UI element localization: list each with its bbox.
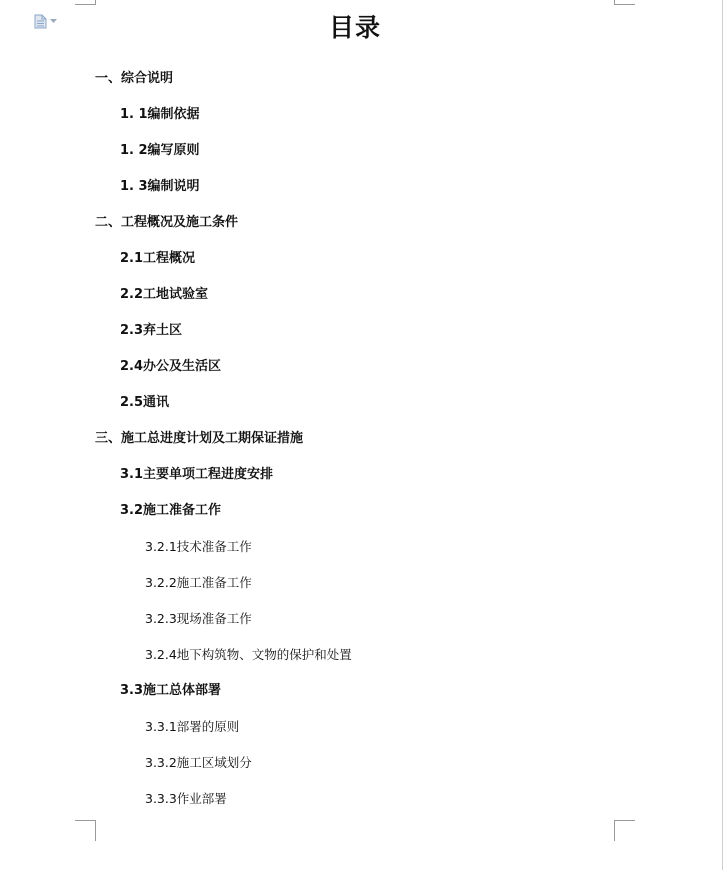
toc-entry-level-3[interactable]: 3.2.3现场准备工作 [145, 611, 252, 626]
toc-entry-level-2[interactable]: 2.3弃土区 [120, 323, 183, 338]
page-edge [722, 0, 723, 870]
crop-mark-top-right [614, 0, 635, 5]
toc-entry-level-2[interactable]: 1. 3编制说明 [120, 179, 200, 194]
toc-entry-level-3[interactable]: 3.2.4地下构筑物、文物的保护和处置 [145, 647, 352, 662]
toc-entry-level-3[interactable]: 3.2.2施工准备工作 [145, 575, 252, 590]
toc-entry-level-3[interactable]: 3.3.2施工区域划分 [145, 755, 252, 770]
toc-entry-level-3[interactable]: 3.3.1部署的原则 [145, 719, 240, 734]
crop-mark-bottom-left [75, 820, 96, 841]
toc-entry-level-1[interactable]: 三、施工总进度计划及工期保证措施 [95, 431, 304, 446]
toc-entry-level-2[interactable]: 3.1主要单项工程进度安排 [120, 467, 274, 482]
page-title: 目录 [328, 13, 381, 42]
toc-entry-level-1[interactable]: 二、工程概况及施工条件 [95, 215, 239, 230]
toc-entry-level-3[interactable]: 3.2.1技术准备工作 [145, 539, 252, 554]
toc-entry-level-2[interactable]: 1. 1编制依据 [120, 107, 200, 122]
crop-mark-bottom-right [614, 820, 635, 841]
toc-entry-level-3[interactable]: 3.3.3作业部署 [145, 791, 227, 806]
toc-entry-level-2[interactable]: 3.2施工准备工作 [120, 503, 222, 518]
crop-mark-top-left [75, 0, 96, 5]
toc-entry-level-2[interactable]: 2.4办公及生活区 [120, 359, 222, 374]
toc-entry-level-2[interactable]: 2.2工地试验室 [120, 287, 209, 302]
toc-entry-level-2[interactable]: 2.5通讯 [120, 395, 170, 410]
toc-entry-level-2[interactable]: 2.1工程概况 [120, 251, 196, 266]
toc-entry-level-2[interactable]: 3.3施工总体部署 [120, 683, 222, 698]
toc-entry-level-1[interactable]: 一、综合说明 [95, 71, 174, 86]
toc-entry-level-2[interactable]: 1. 2编写原则 [120, 143, 200, 158]
